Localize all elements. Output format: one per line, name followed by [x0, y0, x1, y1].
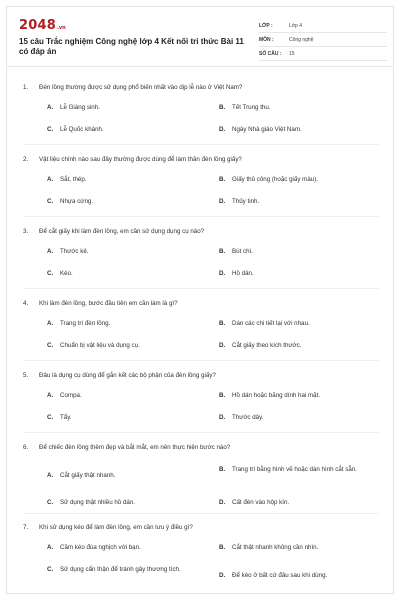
option-d[interactable] — [219, 341, 382, 350]
option-d[interactable] — [219, 269, 382, 278]
document-header — [7, 7, 394, 67]
option-text: Tết Trung thu. — [232, 104, 271, 111]
question-number: 3. — [23, 228, 29, 235]
option-text: Để kéo ở bất cứ đâu sau khi dùng. — [232, 572, 328, 579]
option-text: Thủy tinh. — [232, 198, 260, 205]
option-text: Compa. — [60, 392, 82, 399]
option-d[interactable] — [219, 571, 382, 580]
question-stem — [23, 299, 385, 309]
question-text: Để cắt giấy khi làm đèn lồng, em cần sử dụng dụng cụ nào? — [39, 228, 205, 235]
question-stem — [23, 443, 385, 453]
option-d[interactable] — [219, 125, 382, 134]
meta-row-grade — [259, 19, 387, 33]
option-text: Cầm kéo đùa nghịch với bạn. — [60, 544, 141, 551]
option-text: Hồ dán. — [232, 270, 254, 277]
question-divider — [23, 432, 379, 433]
question-stem — [23, 155, 385, 165]
logo-suffix-text: .vn — [56, 25, 66, 31]
question-number: 7. — [23, 524, 29, 531]
option-text: Kéo. — [60, 270, 73, 277]
question-text: Đèn lồng thường được sử dụng phổ biến nhất vào dịp lễ nào ở Việt Nam? — [39, 84, 243, 91]
option-b[interactable] — [219, 543, 382, 552]
option-text: Dán các chi tiết lại với nhau. — [232, 320, 310, 327]
option-text: Cắt thật nhanh không cần nhìn. — [232, 544, 319, 551]
question-stem — [23, 523, 385, 533]
option-text: Giấy thủ công (hoặc giấy màu). — [232, 176, 318, 183]
option-letter: C. — [47, 499, 54, 506]
meta-info — [259, 19, 387, 61]
option-letter: A. — [47, 392, 54, 399]
option-b[interactable] — [219, 319, 382, 328]
question-divider — [23, 216, 379, 217]
question-text: Khi sử dụng kéo để làm đèn lồng, em cần lưu ý điều gì? — [39, 524, 193, 531]
question-divider — [23, 360, 379, 361]
option-letter: C. — [47, 414, 54, 421]
option-text: Trang trí đèn lồng. — [60, 320, 111, 327]
option-letter: D. — [219, 499, 226, 506]
option-text: Hồ dán hoặc băng dính hai mặt. — [232, 392, 321, 399]
option-letter: B. — [219, 104, 226, 111]
question-divider — [23, 513, 379, 514]
option-c[interactable] — [47, 125, 210, 134]
option-c[interactable] — [47, 197, 210, 206]
question-number: 1. — [23, 84, 29, 91]
option-letter: B. — [219, 466, 226, 473]
option-b[interactable] — [219, 391, 382, 400]
option-text: Chuẩn bị vật liệu và dụng cụ. — [60, 342, 140, 349]
option-letter: C. — [47, 126, 54, 133]
option-letter: B. — [219, 392, 226, 399]
option-text: Cắt giấy theo kích thước. — [232, 342, 302, 349]
meta-label: MÔN : — [259, 36, 274, 43]
option-letter: D. — [219, 126, 226, 133]
question-stem — [23, 371, 385, 381]
option-letter: C. — [47, 270, 54, 277]
option-letter: B. — [219, 320, 226, 327]
option-letter: A. — [47, 176, 54, 183]
option-text: Sử dụng cẩn thận để tránh gây thương tích. — [60, 566, 181, 573]
question-stem — [23, 83, 385, 93]
question-number: 2. — [23, 156, 29, 163]
option-text: Sử dụng thật nhiều hồ dán. — [60, 499, 136, 506]
option-c[interactable] — [47, 341, 210, 350]
option-b[interactable] — [219, 103, 382, 112]
option-a[interactable] — [47, 175, 210, 184]
option-letter: A. — [47, 320, 54, 327]
question-text: Vật liệu chính nào sau đây thường được dùng để làm thân đèn lồng giấy? — [39, 156, 242, 163]
option-letter: C. — [47, 342, 54, 349]
option-text: Cất đèn vào hộp kín. — [232, 499, 290, 506]
option-c[interactable] — [47, 498, 210, 507]
question-text: Để chiếc đèn lồng thêm đẹp và bắt mắt, em nên thực hiện bước nào? — [39, 444, 231, 451]
option-letter: A. — [47, 472, 54, 479]
option-a[interactable] — [47, 319, 210, 328]
meta-value: 15 — [289, 50, 295, 57]
option-text: Thước dây. — [232, 414, 264, 421]
option-a[interactable] — [47, 543, 210, 552]
option-text: Cắt giấy thật nhanh. — [60, 472, 116, 479]
option-c[interactable] — [47, 269, 210, 278]
option-a[interactable] — [47, 103, 210, 112]
option-text: Nhựa cứng. — [60, 198, 94, 205]
page-title: 15 câu Trắc nghiệm Công nghệ lớp 4 Kết nối tri thức Bài 11 có đáp án — [19, 37, 244, 56]
question-divider — [23, 144, 379, 145]
option-d[interactable] — [219, 197, 382, 206]
option-letter: D. — [219, 270, 226, 277]
option-text: Tẩy. — [60, 414, 72, 421]
meta-label: LỚP : — [259, 22, 273, 29]
option-text: Trang trí bằng hình vẽ hoặc dán hình cắt sẵn. — [232, 466, 357, 473]
question-number: 5. — [23, 372, 29, 379]
meta-label: SỐ CÂU : — [259, 50, 282, 57]
option-b[interactable] — [219, 247, 382, 256]
option-a[interactable] — [47, 471, 210, 480]
question-text: Đâu là dụng cụ dùng để gắn kết các bộ phận của đèn lồng giấy? — [39, 372, 216, 379]
question-number: 4. — [23, 300, 29, 307]
option-c[interactable] — [47, 413, 210, 422]
meta-value: Công nghệ — [289, 36, 314, 43]
option-b[interactable] — [219, 175, 382, 184]
option-text: Lễ Quốc khánh. — [60, 126, 104, 133]
option-b[interactable] — [219, 465, 377, 474]
question-divider — [23, 288, 379, 289]
meta-value: Lớp 4 — [289, 22, 303, 29]
meta-row-count — [259, 47, 387, 61]
option-letter: A. — [47, 248, 54, 255]
option-letter: D. — [219, 342, 226, 349]
question-stem — [23, 227, 385, 237]
option-letter: A. — [47, 544, 54, 551]
option-letter: B. — [219, 176, 226, 183]
option-d[interactable] — [219, 498, 382, 507]
site-logo[interactable] — [19, 19, 66, 32]
meta-row-subject — [259, 33, 387, 47]
question-number: 6. — [23, 444, 29, 451]
option-letter: C. — [47, 198, 54, 205]
option-letter: D. — [219, 572, 226, 579]
option-letter: A. — [47, 104, 54, 111]
option-text: Sắt, thép. — [60, 176, 87, 183]
option-d[interactable] — [219, 413, 382, 422]
option-a[interactable] — [47, 391, 210, 400]
option-text: Lễ Giáng sinh. — [60, 104, 100, 111]
option-letter: C. — [47, 566, 54, 573]
option-text: Ngày Nhà giáo Việt Nam. — [232, 126, 302, 133]
option-text: Thước kẻ. — [60, 248, 89, 255]
option-a[interactable] — [47, 247, 210, 256]
option-text: Bút chì. — [232, 248, 253, 255]
option-c[interactable] — [47, 565, 188, 574]
option-letter: B. — [219, 544, 226, 551]
question-text: Khi làm đèn lồng, bước đầu tiên em cần làm là gì? — [39, 300, 178, 307]
option-letter: B. — [219, 248, 226, 255]
logo-main-text: 2048 — [19, 18, 56, 33]
document-page — [6, 6, 394, 594]
option-letter: D. — [219, 198, 226, 205]
option-letter: D. — [219, 414, 226, 421]
